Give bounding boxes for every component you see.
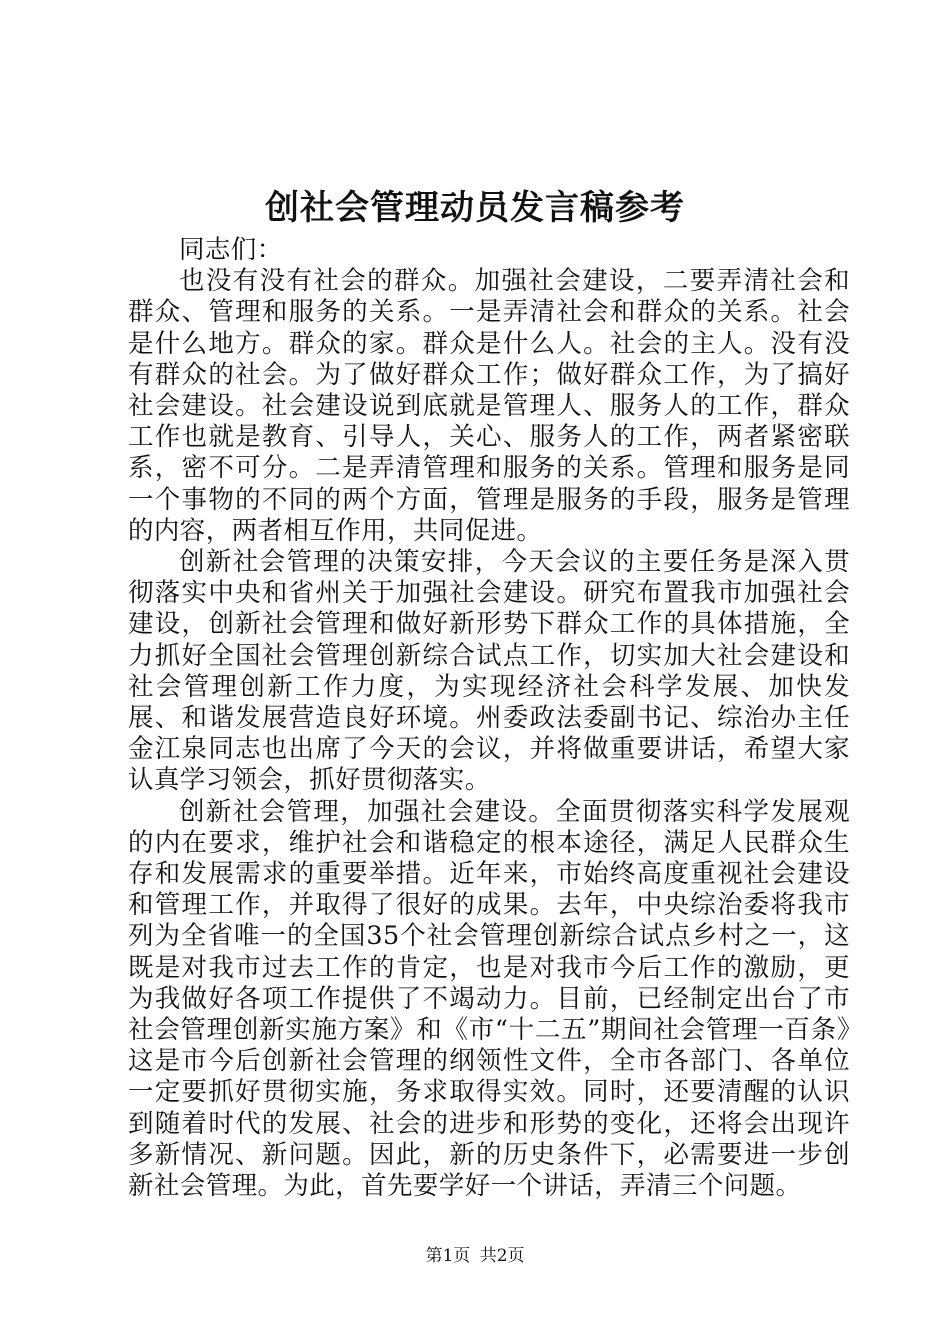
page-number-footer: 第1页 共2页 bbox=[425, 1246, 525, 1266]
paragraph-2: 创新社会管理的决策安排，今天会议的主要任务是深入贯彻落实中央和省州关于加强社会建设。研究布置我市加强社会建设，创新社会管理和做好新形势下群众工作的具体措施，全力抓好全国社会管理创新综合试点工作，切实加大社会建设和社会管理创新工作力度，为实现经济社会科学发展、加快发展、和谐发展营造良好环境。州委政法委副书记、综治办主任金江泉同志也出席了今天的会议，并将做重要讲话，希望大家认真学习领会，抓好贯彻落实。 bbox=[128, 547, 850, 796]
salutation: 同志们： bbox=[179, 235, 283, 265]
document-body bbox=[128, 235, 850, 1202]
document-title: 创社会管理动员发言稿参考 bbox=[265, 188, 685, 228]
paragraph-3: 创新社会管理，加强社会建设。全面贯彻落实科学发展观的内在要求，维护社会和谐稳定的根本途径，满足人民群众生存和发展需求的重要举措。近年来，市始终高度重视社会建设和管理工作，并取得了很好的成果。去年，中央综治委将我市列为全省唯一的全国35个社会管理创新综合试点乡村之一，这既是对我市过去工作的肯定，也是对我市今后工作的激励，更为我做好各项工作提供了不竭动力。目前，已经制定出台了市社会管理创新实施方案》和《市“十二五”期间社会管理一百条》这是市今后创新社会管理的纲领性文件，全市各部门、各单位一定要抓好贯彻实施，务求取得实效。同时，还要清醒的认识到随着时代的发展、社会的进步和形势的变化，还将会出现许多新情况、新问题。因此，新的历史条件下，必需要进一步创新社会管理。为此，首先要学好一个讲话，弄清三个问题。 bbox=[128, 796, 850, 1202]
paragraph-1: 也没有没有社会的群众。加强社会建设，二要弄清社会和群众、管理和服务的关系。一是弄清社会和群众的关系。社会是什么地方。群众的家。群众是什么人。社会的主人。没有没有群众的社会。为了做好群众工作；做好群众工作，为了搞好社会建设。社会建设说到底就是管理人、服务人的工作，群众工作也就是教育、引导人，关心、服务人的工作，两者紧密联系，密不可分。二是弄清管理和服务的关系。管理和服务是同一个事物的不同的两个方面，管理是服务的手段，服务是管理的内容，两者相互作用，共同促进。 bbox=[128, 266, 850, 546]
